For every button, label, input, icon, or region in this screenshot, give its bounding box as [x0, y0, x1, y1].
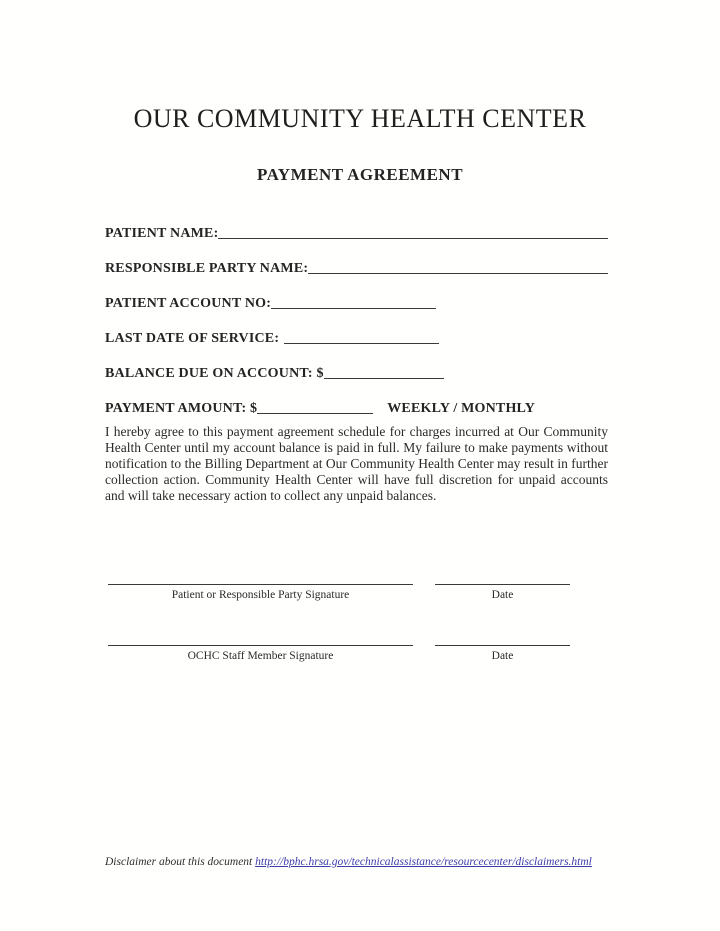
account-no-label: PATIENT ACCOUNT NO:	[105, 296, 272, 311]
field-row-payment-amount	[105, 399, 608, 416]
balance-due-label: BALANCE DUE ON ACCOUNT: $	[105, 366, 324, 381]
balance-due-line	[324, 366, 444, 379]
staff-signature-column	[108, 645, 413, 662]
field-row-patient-name	[105, 224, 608, 241]
agreement-paragraph: I hereby agree to this payment agreement schedule for charges incurred at Our Community Health Center until my account balance is paid in full. My failure to make payments without notification to the Billing Department at Our Community Health Center may result in further collection action. Community Health Center will have full discretion for unpaid accounts and will take necessary action to collect any unpaid balances.	[105, 424, 608, 503]
patient-name-label: PATIENT NAME:	[105, 226, 219, 241]
account-no-line	[271, 296, 436, 309]
document-title: OUR COMMUNITY HEALTH CENTER	[133, 104, 587, 133]
patient-signature-row	[105, 584, 608, 601]
patient-name-line	[218, 226, 608, 239]
payment-frequency-label: WEEKLY / MONTHLY	[387, 401, 536, 416]
last-date-of-service-label: LAST DATE OF SERVICE:	[105, 331, 280, 346]
responsible-party-label: RESPONSIBLE PARTY NAME:	[105, 261, 309, 276]
last-date-of-service-line	[284, 331, 439, 344]
staff-date-label: Date	[491, 650, 514, 662]
disclaimer-footer	[105, 856, 615, 868]
disclaimer-link[interactable]: http://bphc.hrsa.gov/technicalassistance/resourcecenter/disclaimers.html	[255, 856, 592, 868]
field-row-account-no	[105, 294, 608, 311]
document-subtitle: PAYMENT AGREEMENT	[256, 165, 464, 184]
patient-signature-label: Patient or Responsible Party Signature	[171, 589, 350, 601]
field-row-balance-due	[105, 364, 608, 381]
patient-signature-column	[108, 584, 413, 601]
responsible-party-line	[308, 261, 608, 274]
signature-section	[105, 584, 608, 706]
form-fields	[105, 224, 608, 434]
patient-date-column	[435, 584, 570, 601]
field-row-responsible-party	[105, 259, 608, 276]
payment-amount-label: PAYMENT AMOUNT: $	[105, 401, 258, 416]
staff-signature-label: OCHC Staff Member Signature	[187, 650, 334, 662]
staff-signature-row	[105, 645, 608, 662]
patient-date-label: Date	[491, 589, 514, 601]
field-row-last-date-of-service	[105, 329, 608, 346]
payment-amount-line	[257, 401, 373, 414]
staff-date-column	[435, 645, 570, 662]
disclaimer-text: Disclaimer about this document	[105, 856, 256, 868]
